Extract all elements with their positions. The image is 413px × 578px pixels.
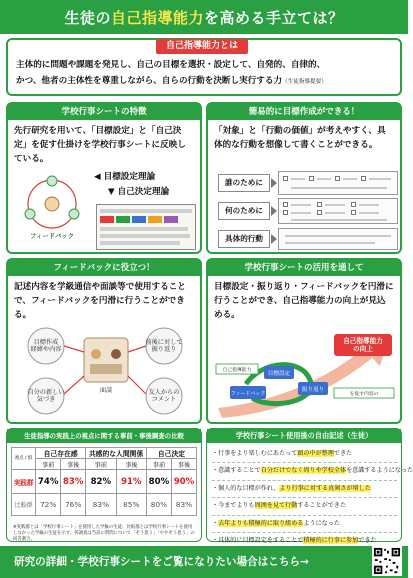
definition-heading: 自己指導能力とは — [156, 39, 248, 54]
connector-arrow — [64, 376, 84, 394]
growth-label-line: の向上 — [353, 345, 373, 353]
table-footnote: ※実践群とは「学校行事シート」を使用した学級の生徒、比較群とは学校行事シートを使用しなかった学級の生徒を示す。各調査は当該の質問について「そう思う」「ややそう思う」の回答割合。 — [13, 525, 195, 542]
table-cell: 91% — [116, 470, 146, 494]
post-label: 事後 — [116, 459, 146, 470]
comment-highlight: 去年よりも積極的に取り組める — [218, 519, 304, 527]
row-label: 比較群 — [12, 494, 36, 516]
row-label-for-what: 何のために — [218, 202, 270, 220]
sheet-row — [100, 234, 190, 238]
comment-highlight: 自分だけでなく周りや学校全体 — [260, 467, 347, 475]
post-label: 事後 — [61, 459, 86, 470]
node-label-line: 友人からの — [148, 389, 180, 396]
table-cell: 76% — [61, 494, 86, 516]
definition-line-2-text: かつ、他者の主体性を尊重しながら、自らの行動を決断し実行する力 — [16, 76, 283, 86]
checkbox-icon — [283, 210, 288, 215]
growth-diagram — [212, 324, 400, 420]
goal-setting-label: ◀ 目標設定理論 — [94, 172, 156, 182]
comment-text: できた — [358, 537, 377, 545]
card-usage-effect — [206, 258, 402, 424]
footer-link[interactable]: 研究の詳細・学校行事シートをご覧になりたい場合はこちら→ — [14, 556, 309, 568]
growth-label-line: 自己指導能力 — [343, 337, 383, 345]
comment-text: できた — [333, 450, 353, 457]
table-header-row — [12, 448, 197, 459]
table-cell: 83% — [86, 494, 116, 516]
table-row-comparison — [12, 494, 197, 516]
page-title — [64, 7, 343, 28]
title-prefix: 生徒の — [64, 8, 111, 27]
sheet-block — [116, 216, 130, 223]
cycle-node-top — [47, 176, 57, 186]
pre-label: 事前 — [36, 459, 61, 470]
sheet-block — [148, 216, 162, 223]
survey-table-title: 生徒指導の実践上の視点に関する事前・事後調査の比較 — [7, 429, 201, 443]
sheet-block — [132, 216, 146, 223]
comment-text: ・行事をより楽しむにあたって — [212, 450, 298, 457]
sheet-row — [100, 241, 180, 245]
definition-body — [16, 57, 398, 90]
free-comments-list — [212, 446, 413, 549]
step-label: 目標設定 — [267, 371, 291, 377]
for-whom-box — [278, 171, 398, 195]
person-icon — [91, 349, 101, 359]
checkbox-icon — [309, 176, 314, 181]
comment-highlight: 周囲を見て行動 — [254, 502, 298, 510]
definition-source: （生徒指導提要） — [282, 79, 327, 85]
definition-line-1: 主体的に問題や課題を発見し、自己の目標を選択・設定して、自発的、自律的、 — [16, 60, 326, 70]
checkbox-icon — [317, 210, 322, 215]
card-feedback-heading: フィードバックに役立つ！ — [8, 260, 200, 276]
table-row-practice — [12, 470, 197, 494]
side-label: 自己指導能力 — [222, 368, 252, 373]
card-feedback-text: 記述内容を学級通信や面談等で使用することで、フィードバックを円滑に行うことができる。 — [14, 282, 186, 320]
survey-comparison-card — [6, 428, 202, 542]
list-item — [212, 446, 397, 463]
card-sheet-features — [6, 102, 202, 254]
table-cell: 83% — [61, 470, 86, 494]
sheet-row — [100, 209, 192, 213]
theory-labels — [94, 170, 169, 200]
title-highlight: 自己指導能力 — [110, 8, 204, 27]
sheet-block — [100, 216, 114, 223]
pre-label: 事前 — [86, 459, 116, 470]
table-cell: 80% — [146, 470, 171, 494]
node-label-line: 自分の新しい — [27, 389, 65, 396]
student-icon — [45, 197, 59, 211]
table-corner: 視点 / 群 — [12, 448, 36, 470]
connector-arrow — [64, 346, 84, 352]
row-label: 実践群 — [12, 470, 36, 494]
checkbox-icon — [351, 202, 356, 207]
step-label: 振り返り — [301, 387, 325, 393]
checkbox-icon — [283, 202, 288, 207]
self-determination-label: ▼ 自己決定理論 — [108, 187, 170, 197]
feedback-cycle-illustration — [14, 172, 90, 242]
card-sheet-features-text: 先行研究を用いて、「目標設定」と「自己決定」を促す仕掛けを学校行事シートに反映している。 — [14, 126, 186, 164]
qr-code-icon[interactable] — [372, 546, 402, 576]
card-easy-goal-heading: 簡易的に目標作成ができる！ — [208, 104, 400, 120]
list-item — [212, 498, 397, 515]
connector-arrow — [128, 376, 146, 394]
comment-highlight: より行事に対する真剣さが増した — [279, 484, 371, 492]
survey-table — [11, 447, 197, 516]
card-easy-goal-text: 「対象」と「行動の価値」が考えやすく、具体的な行動を想像して書くことができる。 — [214, 126, 386, 150]
cycle-node-right — [69, 209, 79, 219]
node-label-line: 振り返り — [151, 346, 177, 353]
table-cell: 80% — [146, 494, 171, 516]
checkbox-icon — [317, 202, 322, 207]
checkbox-icon — [335, 176, 340, 181]
comment-text: ・ — [212, 519, 219, 527]
node-label-line: コメント — [151, 396, 177, 403]
person-icon — [111, 349, 121, 359]
cycle-node-left — [25, 209, 35, 219]
interview-photo — [84, 338, 128, 382]
figure-caption: フィードバック — [29, 232, 75, 240]
free-comments-heading: 学校行事シート使用後の自由記述（生徒） — [207, 429, 401, 443]
desk-icon — [90, 364, 122, 374]
post-label: 事後 — [171, 459, 196, 470]
comment-highlight: 頭の中が整理 — [297, 450, 334, 457]
arrow-icon — [271, 234, 277, 244]
step-label: フィードバック — [230, 391, 266, 397]
definition-card — [6, 38, 402, 96]
list-item — [212, 516, 397, 533]
sheet-block — [164, 216, 178, 223]
table-cell: 74% — [36, 470, 61, 494]
arrow-icon — [271, 206, 277, 216]
comment-highlight: 積極的に行事に参加 — [303, 537, 359, 545]
table-cell: 83% — [171, 494, 196, 516]
checkbox-icon — [283, 176, 288, 181]
comment-text: を意識するようになった — [346, 467, 413, 475]
row-label-for-whom: 誰のために — [218, 174, 270, 192]
group-header: 共感的な人間関係 — [86, 448, 147, 459]
comment-text: ようになった — [303, 519, 340, 527]
feedback-diagram — [14, 324, 198, 420]
table-cell: 82% — [86, 470, 116, 494]
checkbox-icon — [351, 210, 356, 215]
group-header: 自己決定 — [146, 448, 196, 459]
comment-text: ・個人的な目標が作れ、 — [212, 484, 280, 492]
definition-line-2 — [16, 73, 398, 90]
list-item — [212, 481, 397, 498]
node-label — [149, 388, 180, 403]
for-what-box — [278, 198, 398, 224]
node-label-line: 前後に対して — [145, 339, 183, 346]
node-label-line: 気づき — [36, 396, 56, 403]
card-usage-effect-text: 目標設定・振り返り・フィードバックを円滑に行うことができ、自己指導能力の向上が見込める。 — [214, 282, 394, 320]
node-label-interview: 面談 — [99, 387, 113, 394]
list-item — [212, 463, 413, 480]
card-easy-goal — [206, 102, 402, 254]
side-label: を促す内容の — [349, 392, 379, 397]
footer-bar[interactable] — [0, 546, 408, 578]
card-sheet-features-heading: 学校行事シートの特徴 — [8, 104, 200, 120]
title-suffix: を高める手立ては？ — [204, 8, 344, 27]
node-label-line: 経緯や内容 — [30, 346, 62, 353]
sheet-row — [100, 227, 188, 231]
pre-label: 事前 — [146, 459, 171, 470]
table-cell: 85% — [116, 494, 146, 516]
comment-text: ・意識することで — [212, 467, 261, 475]
sheet-thumbnail — [96, 204, 196, 250]
table-cell: 90% — [171, 470, 196, 494]
card-feedback — [6, 258, 202, 424]
table-subheader-row — [12, 459, 197, 470]
node-label-line: 目標作成 — [33, 339, 59, 346]
action-box — [278, 228, 398, 250]
checkbox-icon — [361, 176, 366, 181]
title-bar — [0, 0, 408, 34]
comment-text: ・今までよりも — [212, 502, 255, 510]
comment-text: ・具体的に目標設定をすることで — [212, 537, 304, 545]
connector-arrow — [128, 346, 146, 352]
group-header: 自己存在感 — [36, 448, 86, 459]
row-label-action: 具体的行動 — [218, 230, 270, 248]
arrow-icon — [271, 178, 277, 188]
node-label — [31, 338, 62, 353]
comment-text: することができた — [297, 502, 347, 510]
free-comments-card — [206, 428, 413, 545]
card-usage-effect-heading: 学校行事シートの活用を通して — [208, 260, 400, 276]
table-cell: 72% — [36, 494, 61, 516]
